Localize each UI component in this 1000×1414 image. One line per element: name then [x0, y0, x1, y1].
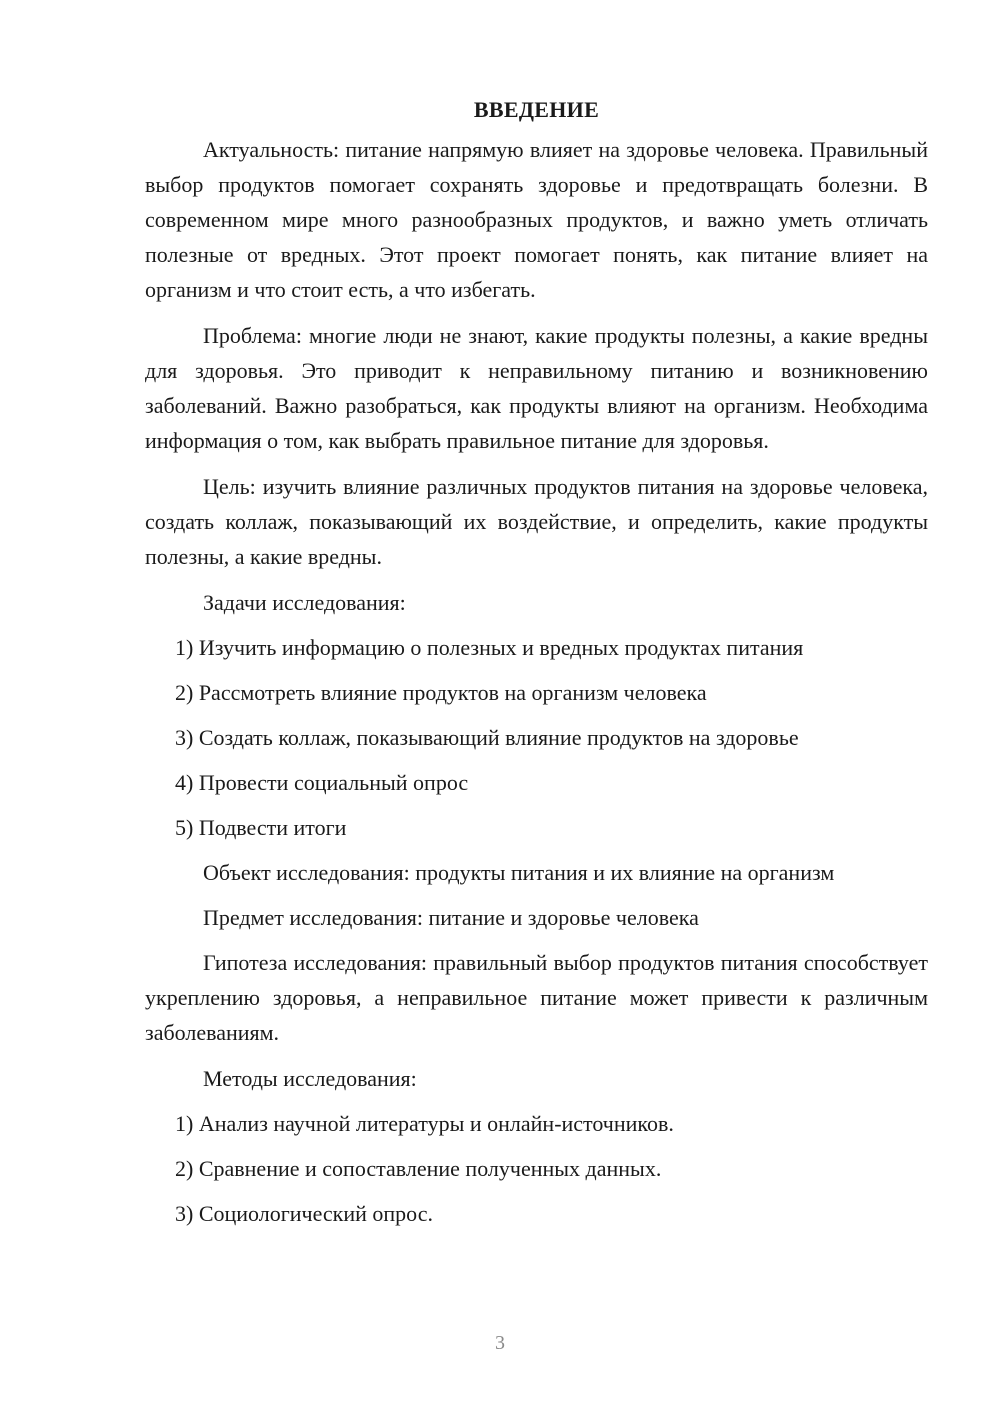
method-item: 3) Социологический опрос.: [175, 1201, 433, 1226]
hypothesis-paragraph: Гипотеза исследования: правильный выбор продуктов питания способствует укреплению здоровья, а неправильное питание может привести к различным заболеваниям.: [145, 950, 928, 1045]
tasks-heading: Задачи исследования:: [203, 590, 406, 615]
methods-list: [145, 1106, 928, 1231]
research-subject: Предмет исследования: питание и здоровье человека: [203, 905, 699, 930]
task-item: 1) Изучить информацию о полезных и вредных продуктах питания: [175, 635, 804, 660]
document-page: [145, 92, 928, 1241]
methods-heading: Методы исследования:: [203, 1066, 417, 1091]
tasks-list: [145, 630, 928, 845]
task-item: 3) Создать коллаж, показывающий влияние продуктов на здоровье: [175, 725, 799, 750]
method-item: 1) Анализ научной литературы и онлайн-источников.: [175, 1111, 674, 1136]
goal-paragraph: Цель: изучить влияние различных продуктов питания на здоровье человека, создать коллаж, показывающий их воздействие, и определить, какие продукты полезны, а какие вредны.: [145, 474, 928, 569]
task-item: 2) Рассмотреть влияние продуктов на организм человека: [175, 680, 707, 705]
section-title: ВВЕДЕНИЕ: [473, 97, 600, 122]
task-item: 5) Подвести итоги: [175, 815, 347, 840]
relevance-paragraph: Актуальность: питание напрямую влияет на здоровье человека. Правильный выбор продуктов помогает сохранять здоровье и предотвращать болезни. В современном мире много разнообразных продуктов, и важно уметь отличать полезные от вредных. Этот проект помогает понять, как питание влияет на организм и что стоит есть, а что избегать.: [145, 137, 928, 302]
research-object: Объект исследования: продукты питания и их влияние на организм: [203, 860, 835, 885]
problem-paragraph: Проблема: многие люди не знают, какие продукты полезны, а какие вредны для здоровья. Это приводит к неправильному питанию и возникновению заболеваний. Важно разобраться, как продукты влияют на организм. Необходима информация о том, как выбрать правильное питание для здоровья.: [145, 323, 928, 453]
page-number: 3: [495, 1332, 505, 1354]
task-item: 4) Провести социальный опрос: [175, 770, 469, 795]
method-item: 2) Сравнение и сопоставление полученных данных.: [175, 1156, 662, 1181]
